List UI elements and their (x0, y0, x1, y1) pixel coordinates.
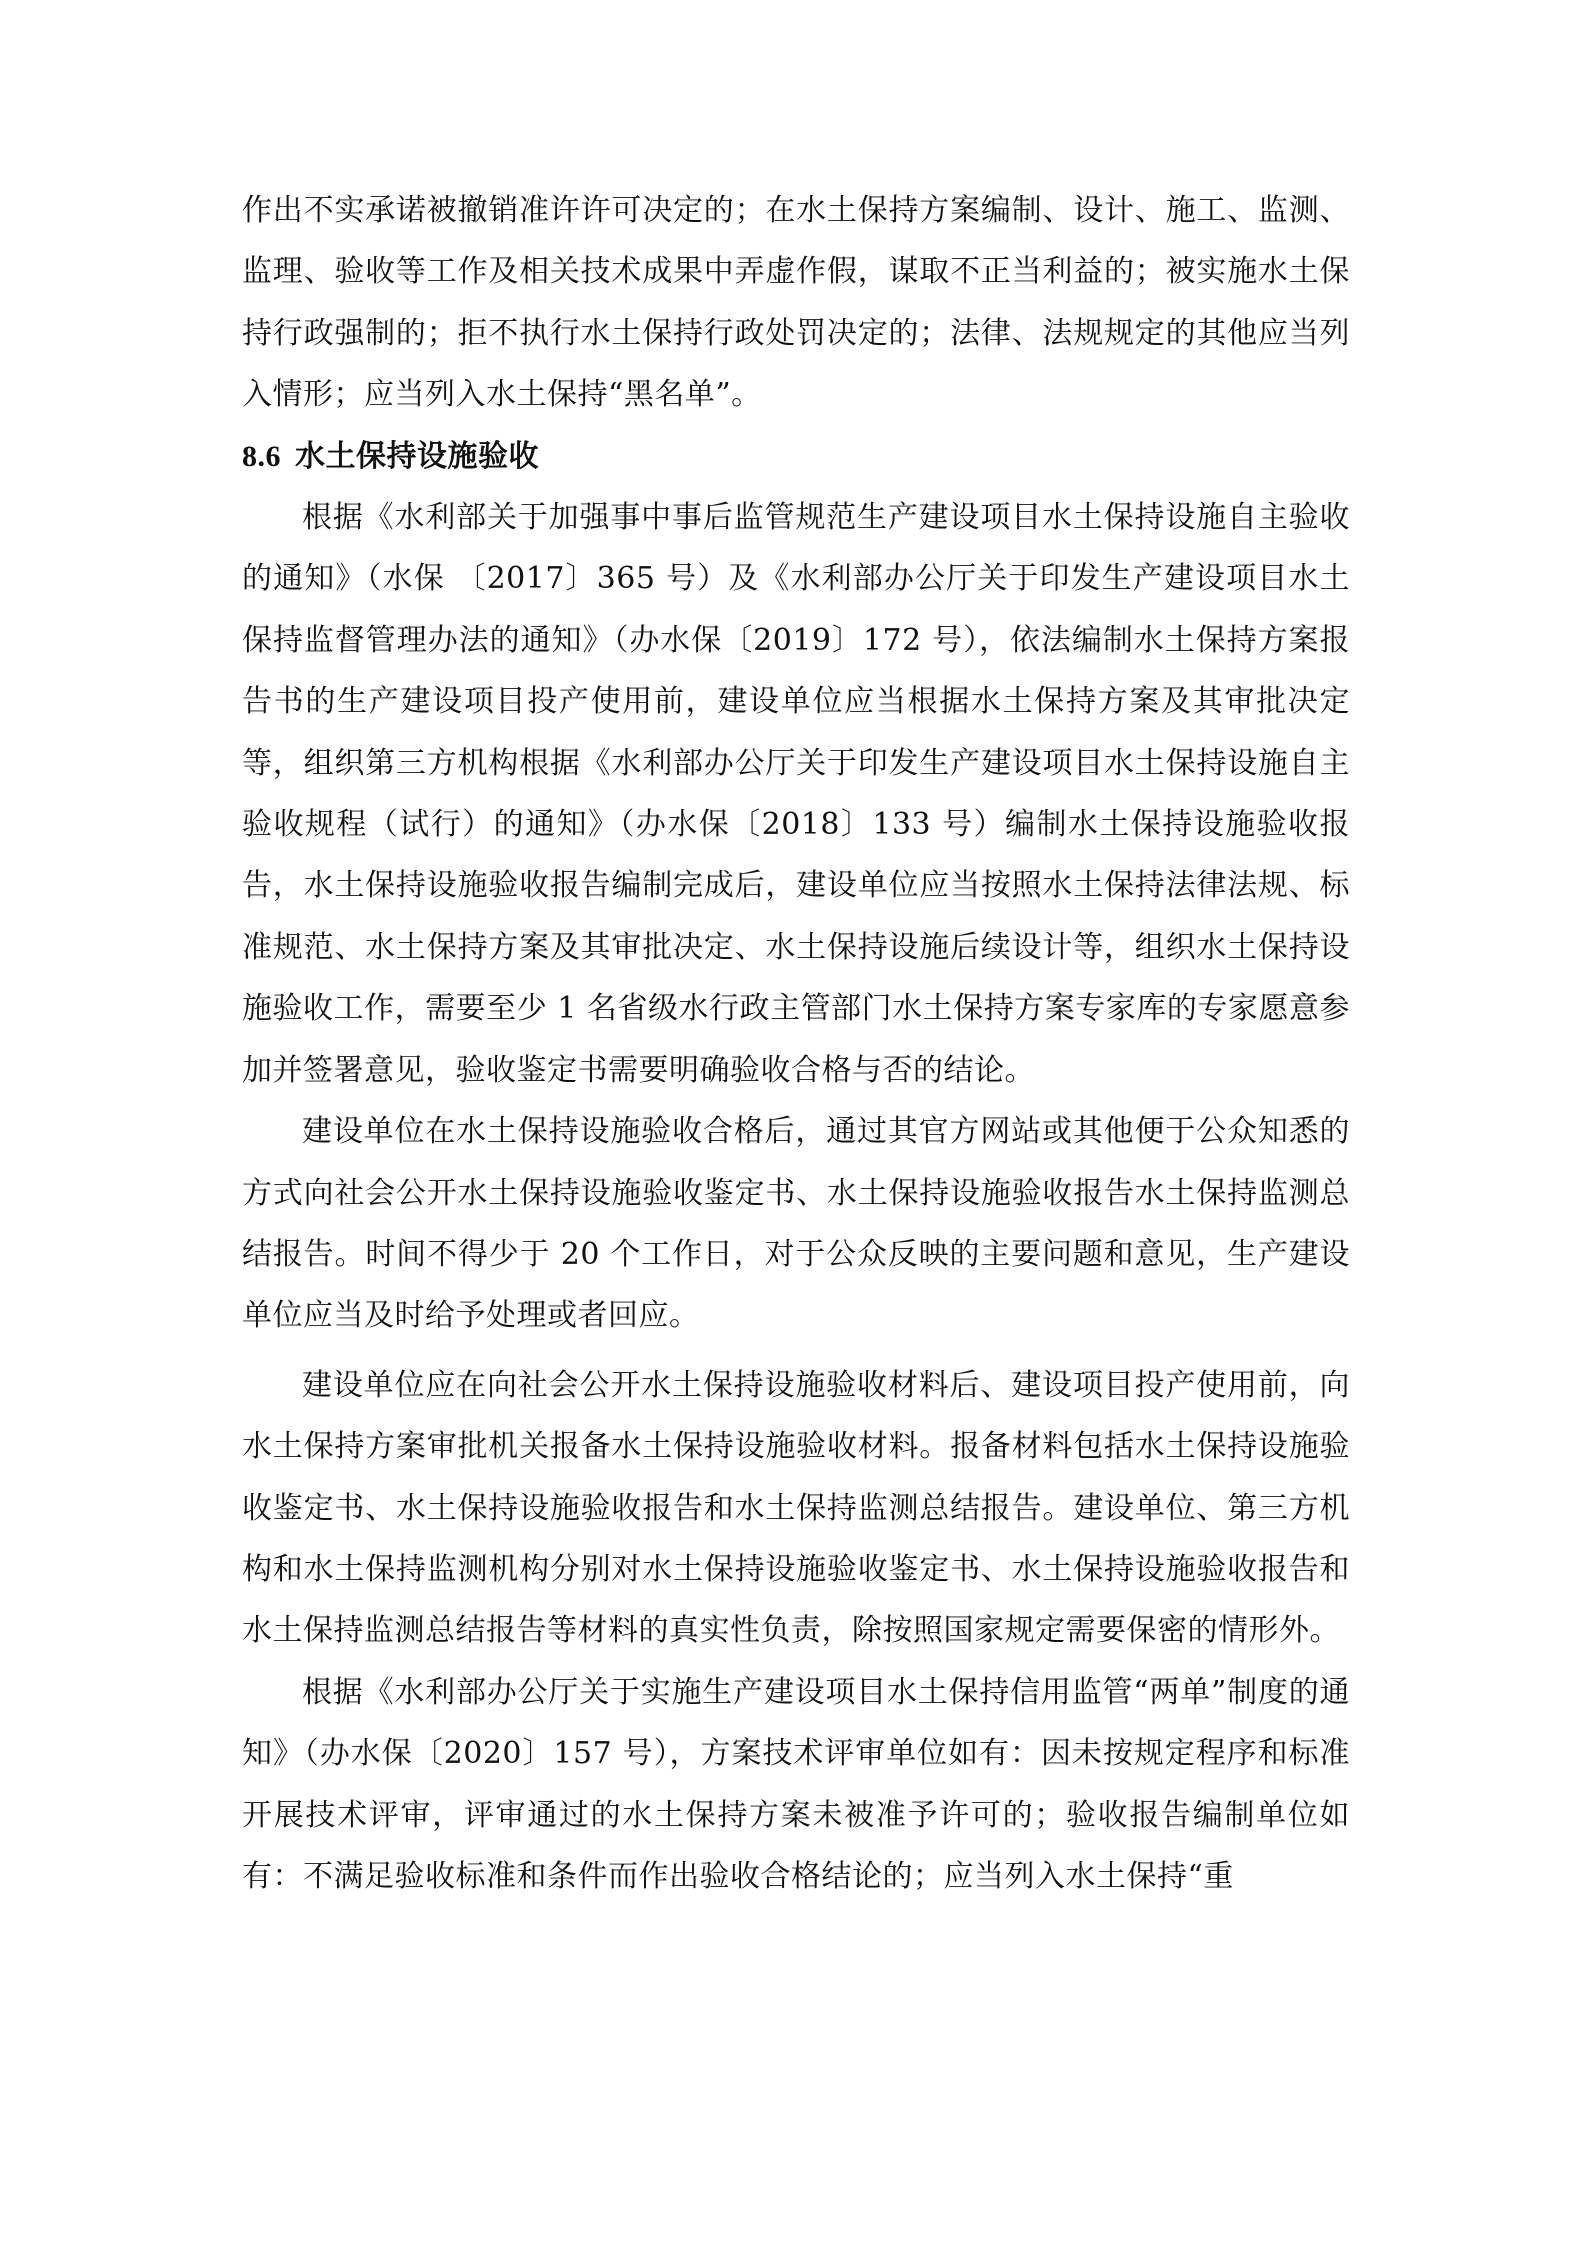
body-paragraph-1: 根据《水利部关于加强事中事后监管规范生产建设项目水土保持设施自主验收的通知》（水保 〔2017〕365 号）及《水利部办公厅关于印发生产建设项目水土保持监督管理办法的通知》（办水保〔2019〕172 号），依法编制水土保持方案报告书的生产建设项目投产使用前，建设单位应当根据水土保持方案及其审批决定等，组织第三方机构根据《水利部办公厅关于印发生产建设项目水土保持设施自主验收规程（试行）的通知》（办水保〔2018〕133 号）编制水土保持设施验收报告，水土保持设施验收报告编制完成后，建设单位应当按照水土保持法律法规、标准规范、水土保持方案及其审批决定、水土保持设施后续设计等，组织水土保持设施验收工作，需要至少 1 名省级水行政主管部门水土保持方案专家库的专家愿意参加并签署意见，验收鉴定书需要明确验收合格与否的结论。 (242, 500, 1350, 1088)
intro-paragraph: 作出不实承诺被撤销准许许可决定的；在水土保持方案编制、设计、施工、监测、监理、验收等工作及相关技术成果中弄虚作假，谋取不正当利益的；被实施水土保持行政强制的；拒不执行水土保持行政处罚决定的；法律、法规规定的其他应当列入情形；应当列入水土保持“黑名单”。 (242, 193, 1350, 413)
body-paragraph-2: 建设单位在水土保持设施验收合格后，通过其官方网站或其他便于公众知悉的方式向社会公开水土保持设施验收鉴定书、水土保持设施验收报告水土保持监测总结报告。时间不得少于 20 个工作日，对于公众反映的主要问题和意见，生产建设单位应当及时给予处理或者回应。 (242, 1114, 1350, 1334)
document-page (242, 180, 1350, 1907)
section-heading (242, 426, 1350, 487)
body-paragraph-3: 建设单位应在向社会公开水土保持设施验收材料后、建设项目投产使用前，向水土保持方案审批机关报备水土保持设施验收材料。报备材料包括水土保持设施验收鉴定书、水土保持设施验收报告和水土保持监测总结报告。建设单位、第三方机构和水土保持监测机构分别对水土保持设施验收鉴定书、水土保持设施验收报告和水土保持监测总结报告等材料的真实性负责，除按照国家规定需要保密的情形外。 (242, 1367, 1350, 1649)
body-paragraph-4: 根据《水利部办公厅关于实施生产建设项目水土保持信用监管“两单”制度的通知》（办水保〔2020〕157 号），方案技术评审单位如有：因未按规定程序和标准开展技术评审，评审通过的水土保持方案未被准予许可的；验收报告编制单位如有：不满足验收标准和条件而作出验收合格结论的；应当列入水土保持“重 (242, 1674, 1350, 1894)
section-title: 水土保持设施验收 (295, 438, 539, 474)
section-number: 8.6 (242, 439, 281, 473)
